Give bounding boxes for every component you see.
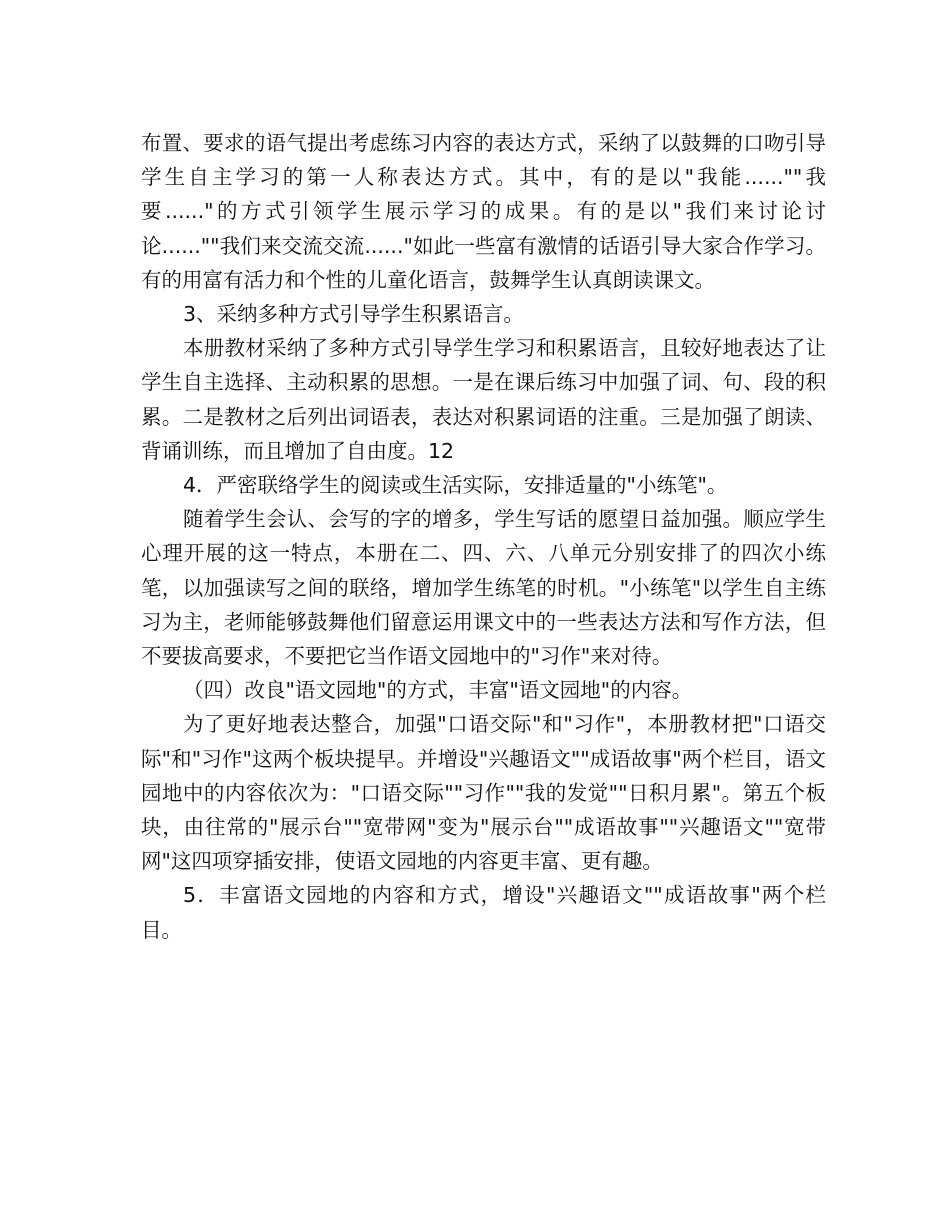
section-heading-part-4: （四）改良"语文园地"的方式，丰富"语文园地"的内容。 [183,678,693,703]
document-body [141,126,826,947]
paragraph-continuation: 布置、要求的语气提出考虑练习内容的表达方式，采纳了以鼓舞的口吻引导学生自主学习的第一人称表达方式。其中，有的是以"我能......""我要......"的方式引领学生展示学习的成果。有的是以"我们来讨论讨论......""我们来交流交流......"如此一些富有激情的话语引导大家合作学习。有的用富有活力和个性的儿童化语言，鼓舞学生认真朗读课文。 [141,131,826,292]
section-heading-4: 4．严密联络学生的阅读或生活实际，安排适量的"小练笔"。 [183,473,728,498]
paragraph: 本册教材采纳了多种方式引导学生学习和积累语言，且较好地表达了让学生自主选择、主动积累的思想。一是在课后练习中加强了词、句、段的积累。二是教材之后列出词语表，表达对积累词语的注重。三是加强了朗读、背诵训练，而且增加了自由度。12 [141,336,826,463]
paragraph: 为了更好地表达整合，加强"口语交际"和"习作"，本册教材把"口语交际"和"习作"这两个板块提早。并增设"兴趣语文""成语故事"两个栏目，语文园地中的内容依次为："口语交际""习作""我的发觉""日积月累"。第五个板块，由往常的"展示台""宽带网"变为"展示台""成语故事""兴趣语文""宽带网"这四项穿插安排，使语文园地的内容更丰富、更有趣。 [141,712,826,874]
section-heading-3: 3、采纳多种方式引导学生积累语言。 [183,302,525,327]
section-heading-5: 5．丰富语文园地的内容和方式，增设"兴趣语文""成语故事"两个栏目。 [141,883,826,942]
paragraph: 随着学生会认、会写的字的增多，学生写话的愿望日益加强。顺应学生心理开展的这一特点，本册在二、四、六、八单元分别安排了的四次小练笔，以加强读写之间的联络，增加学生练笔的时机。"小练笔"以学生自主练习为主，老师能够鼓舞他们留意运用课文中的一些表达方法和写作方法，但不要拔高要求，不要把它当作语文园地中的"习作"来对待。 [141,507,826,669]
